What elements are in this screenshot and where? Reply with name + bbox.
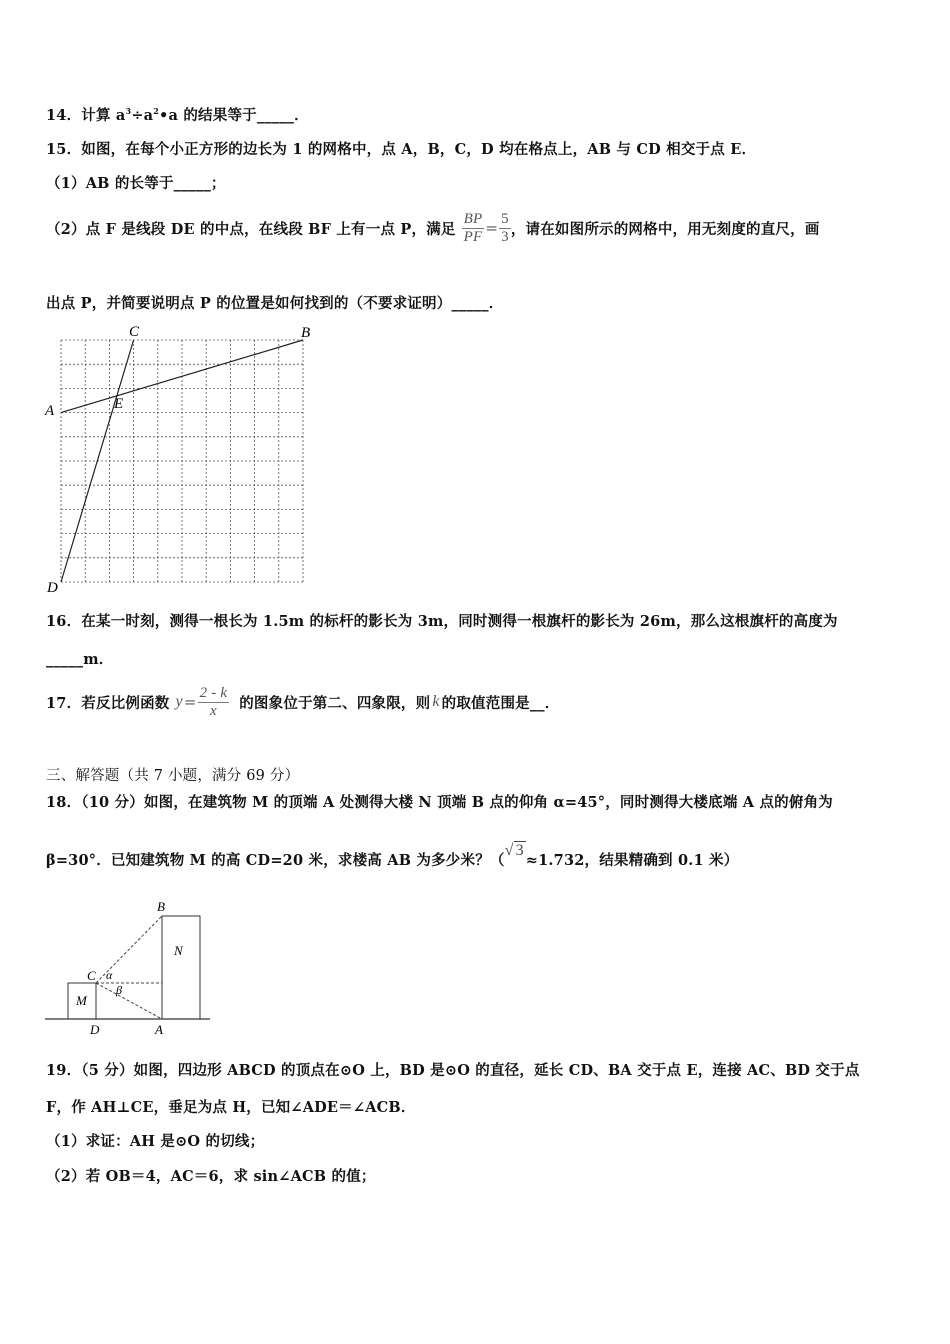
label-E: E	[114, 396, 124, 412]
label-alpha: α	[106, 968, 113, 982]
label-M: M	[76, 993, 87, 1008]
label-beta: β	[116, 983, 122, 997]
label-N: N	[174, 943, 183, 958]
q19-line1: 19．（5 分）如图，四边形 ABCD 的顶点在⊙O 上，BD 是⊙O 的直径，延长 CD、BA 交于点 E，连接 AC、BD 交于点	[46, 1062, 860, 1079]
label-B: B	[301, 325, 311, 341]
grid-figure	[40, 320, 330, 595]
label-C: C	[87, 968, 96, 983]
q17-line: 17．若反比例函数 y = $\frac{2 - k}{x}$ 的图象位于第二、四象限，则 k 的取值范围是__．	[46, 684, 560, 719]
building-N	[162, 916, 200, 1019]
label-A: A	[155, 1022, 163, 1037]
q18-line1: 18．（10 分）如图，在建筑物 M 的顶端 A 处测得大楼 N 顶端 B 点的仰角 α=45°，同时测得大楼底端 A 点的俯角为	[46, 794, 833, 811]
q16-line2: _____m．	[46, 651, 114, 668]
function-fraction: $\frac{2 - k}{x}$	[199, 684, 228, 719]
sight-line-CA	[96, 983, 162, 1019]
q14-line: 14．计算 $a^3\div a^2•a$ 的结果等于_____．	[46, 106, 309, 124]
q18-line2: β=30°．已知建筑物 M 的高 CD=20 米，求楼高 AB 为多少米？（ √ 3 ≈1.732，结果精确到 0.1 米）	[46, 842, 739, 869]
section-title: 三、解答题（共 7 小题，满分 69 分）	[46, 768, 300, 784]
label-D: D	[47, 580, 58, 595]
label-C: C	[129, 324, 140, 340]
ratio-fraction: $\frac{BP}{PF}$	[463, 210, 483, 245]
sqrt-three: √ 3	[504, 842, 524, 859]
label-D: D	[90, 1022, 100, 1037]
label-A: A	[45, 403, 55, 419]
q15-intro: 15．如图，在每个小正方形的边长为 1 的网格中，点 A，B，C，D 均在格点上，AB 与 CD 相交于点 E．	[46, 141, 757, 158]
q16-line1: 16．在某一时刻，测得一根长为 1.5m 的标杆的影长为 3m，同时测得一根旗杆的影长为 26m，那么这根旗杆的高度为	[46, 613, 838, 630]
building-figure	[40, 895, 220, 1040]
q15-part1: （1）AB 的长等于_____；	[46, 175, 226, 192]
q15-part2: （2）点 F 是线段 DE 的中点，在线段 BF 上有一点 P，满足 $\frac{BP}{PF}$ = $\frac{5}{3}$ ，请在如图所示的网格中，用无刻度的直尺，画	[46, 210, 820, 245]
q19-line2: F，作 AH⊥CE，垂足为点 H，已知∠ADE＝∠ACB．	[46, 1099, 416, 1116]
label-B: B	[157, 899, 165, 914]
q14-number: 14．	[46, 107, 82, 124]
ratio-value: $\frac{5}{3}$	[501, 210, 509, 245]
q19-part1: （1）求证：AH 是⊙O 的切线；	[46, 1133, 265, 1150]
q15-part2-continued: 出点 P，并简要说明点 P 的位置是如何找到的（不要求证明）_____．	[46, 295, 504, 312]
q19-part2: （2）若 OB＝4，AC＝6，求 sin∠ACB 的值；	[46, 1168, 376, 1185]
